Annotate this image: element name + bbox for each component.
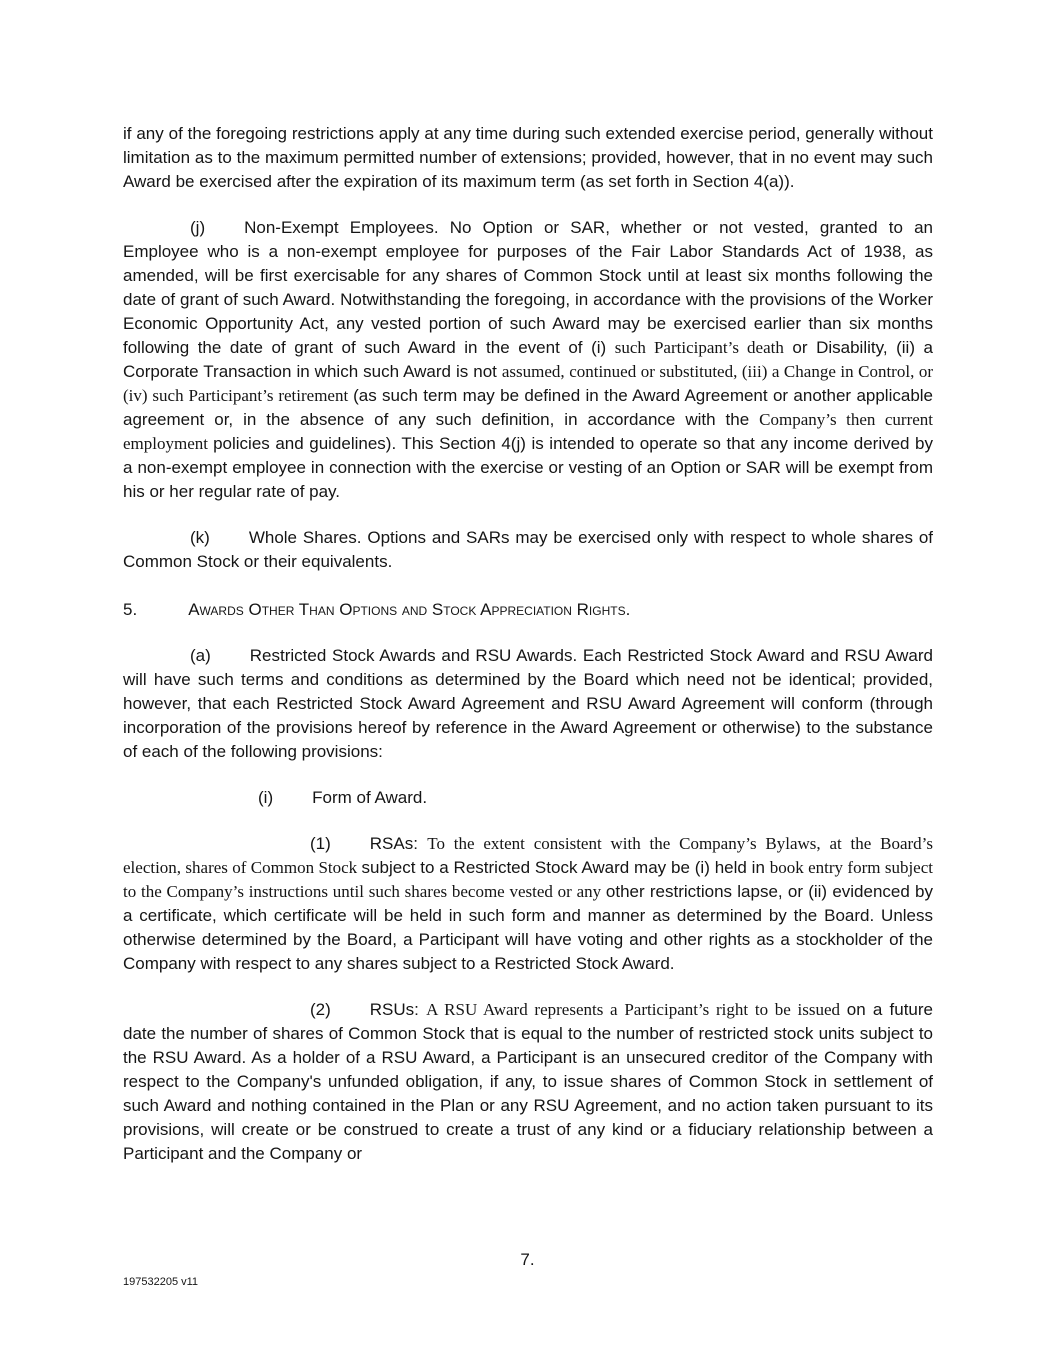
subheading-i-form-of-award: (i) Form of Award. — [258, 788, 428, 807]
paragraph-extended-exercise-continuation: if any of the foregoing restrictions apply at any time during such extended exercise period, generally without limitation as to the maximum permitted number of extensions; provided, however, that in no event may such Award be exercised after the expiration of its maximum term (as set forth in Section 4(a)). — [123, 124, 933, 191]
paragraph-k-whole-shares: (k) Whole Shares. Options and SARs may be exercised only with respect to whole shares of Common Stock or their equivalents. — [123, 528, 933, 571]
paragraph-2-rsus: (2) RSUs: A RSU Award represents a Participant’s right to be issued on a future date the number of shares of Common Stock that is equal to the number of restricted stock units subject to the RSU Award. As a holder of a RSU Award, a Participant is an unsecured creditor of the Company with respect to the Company's unfunded obligation, if any, to issue shares of Common Stock in settlement of such Award and nothing contained in the Plan or any RSU Agreement, and no action taken pursuant to its provisions, will create or be construed to create a trust of any kind or a fiduciary relationship between a Participant and the Company or — [123, 1000, 933, 1163]
page-number: 7. — [520, 1250, 535, 1269]
section-5-heading: 5. Awards Other Than Options and Stock Appreciation Rights. — [123, 600, 631, 619]
document-id-footer: 197532205 v11 — [123, 1276, 199, 1288]
paragraph-a-restricted-stock-rsu-awards: (a) Restricted Stock Awards and RSU Awards. Each Restricted Stock Award and RSU Award will have such terms and conditions as determined by the Board which need not be identical; provided, however, that each Restricted Stock Award Agreement and RSU Award Agreement will conform (through incorporation of the provisions hereof by reference in the Award Agreement or otherwise) to the substance of each of the following provisions: — [123, 646, 933, 761]
document-body — [123, 122, 933, 1166]
paragraph-j-non-exempt-employees: (j) Non-Exempt Employees. No Option or SAR, whether or not vested, granted to an Employee who is a non-exempt employee for purposes of the Fair Labor Standards Act of 1938, as amended, will be first exercisable for any shares of Common Stock until at least six months following the date of grant of such Award. Notwithstanding the foregoing, in accordance with the provisions of the Worker Economic Opportunity Act, any vested portion of such Award may be exercised earlier than six months following the date of grant of such Award in the event of (i) such Participant’s death or Disability, (ii) a Corporate Transaction in which such Award is not assumed, continued or substituted, (iii) a Change in Control, or (iv) such Participant’s retirement (as such term may be defined in the Award Agreement or another applicable agreement or, in the absence of any such definition, in accordance with the Company’s then current employment policies and guidelines). This Section 4(j) is intended to operate so that any income derived by a non-exempt employee in connection with the exercise or vesting of an Option or SAR will be exempt from his or her regular rate of pay. — [123, 218, 934, 501]
paragraph-1-rsas: (1) RSAs: To the extent consistent with the Company’s Bylaws, at the Board’s election, shares of Common Stock subject to a Restricted Stock Award may be (i) held in book entry form subject to the Company’s instructions until such shares become vested or any other restrictions lapse, or (ii) evidenced by a certificate, which certificate will be held in such form and manner as determined by the Board. Unless otherwise determined by the Board, a Participant will have voting and other rights as a stockholder of the Company with respect to any shares subject to a Restricted Stock Award. — [123, 834, 934, 973]
